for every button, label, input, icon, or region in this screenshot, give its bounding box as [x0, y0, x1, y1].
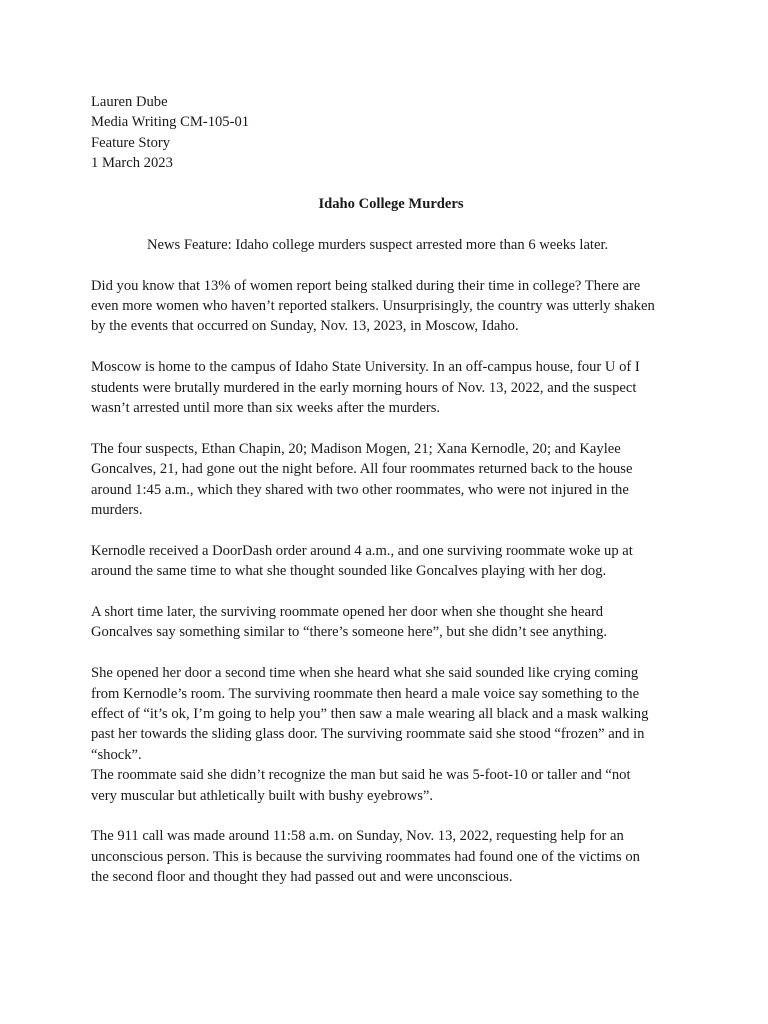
paragraph — [91, 357, 691, 418]
paragraph-line: around the same time to what she thought sounded like Goncalves playing with her dog. — [91, 563, 607, 580]
paragraph — [91, 765, 691, 806]
paragraph-line: A short time later, the surviving roommate opened her door when she thought she heard — [91, 604, 604, 621]
paragraph — [91, 439, 691, 521]
paragraph-line: murders. — [91, 502, 143, 519]
assignment-type: Feature Story — [91, 134, 171, 151]
paragraph — [91, 541, 691, 582]
paragraph-line: Goncalves, 21, had gone out the night before. All four roommates returned back to the house — [91, 461, 633, 478]
paragraph — [91, 602, 691, 643]
paragraph-line: Kernodle received a DoorDash order around 4 a.m., and one surviving roommate woke up at — [91, 542, 633, 559]
paragraph-line: The four suspects, Ethan Chapin, 20; Madison Mogen, 21; Xana Kernodle, 20; and Kaylee — [91, 440, 621, 457]
header-block — [91, 92, 691, 174]
document-body — [91, 92, 691, 888]
paragraph — [91, 826, 691, 887]
paragraph-line: Did you know that 13% of women report being stalked during their time in college? There are — [91, 277, 641, 294]
paragraph-line: unconscious person. This is because the surviving roommates had found one of the victims on — [91, 848, 640, 865]
paragraph-line: by the events that occurred on Sunday, Nov. 13, 2023, in Moscow, Idaho. — [91, 318, 519, 335]
paragraph-line: even more women who haven’t reported stalkers. Unsurprisingly, the country was utterly shaken — [91, 298, 655, 315]
paragraph-line: the second floor and thought they had passed out and were unconscious. — [91, 869, 513, 886]
paragraph-line: She opened her door a second time when she heard what she said sounded like crying coming — [91, 665, 639, 682]
paragraph-line: The 911 call was made around 11:58 a.m. on Sunday, Nov. 13, 2022, requesting help for an — [91, 828, 624, 845]
paragraph — [91, 663, 691, 765]
document-date: 1 March 2023 — [91, 155, 173, 172]
paragraph-line: effect of “it’s ok, I’m going to help you” then saw a male wearing all black and a mask walking — [91, 706, 649, 723]
author-name: Lauren Dube — [91, 94, 168, 110]
paragraph-line: around 1:45 a.m., which they shared with two other roommates, who were not injured in the — [91, 481, 629, 498]
paragraph-line: “shock”. — [91, 746, 142, 763]
course-name: Media Writing CM-105-01 — [91, 114, 250, 131]
paragraph — [91, 276, 691, 337]
document-subtitle: News Feature: Idaho college murders suspect arrested more than 6 weeks later. — [147, 236, 609, 253]
paragraph-line: from Kernodle’s room. The surviving roommate then heard a male voice say something to the — [91, 685, 640, 702]
paragraph-line: past her towards the sliding glass door. The surviving roommate said she stood “frozen” and in — [91, 726, 645, 743]
paragraph-line: Moscow is home to the campus of Idaho State University. In an off-campus house, four U of I — [91, 359, 640, 376]
paragraph-line: Goncalves say something similar to “there’s someone here”, but she didn’t see anything. — [91, 624, 608, 641]
paragraph-line: students were brutally murdered in the early morning hours of Nov. 13, 2022, and the suspect — [91, 379, 637, 396]
paragraph-line: very muscular but athletically built with bushy eyebrows”. — [91, 787, 434, 804]
document-title: Idaho College Murders — [318, 196, 464, 213]
paragraph-line: wasn’t arrested until more than six weeks after the murders. — [91, 400, 441, 417]
paragraph-line: The roommate said she didn’t recognize the man but said he was 5-foot-10 or taller and “not — [91, 767, 631, 784]
